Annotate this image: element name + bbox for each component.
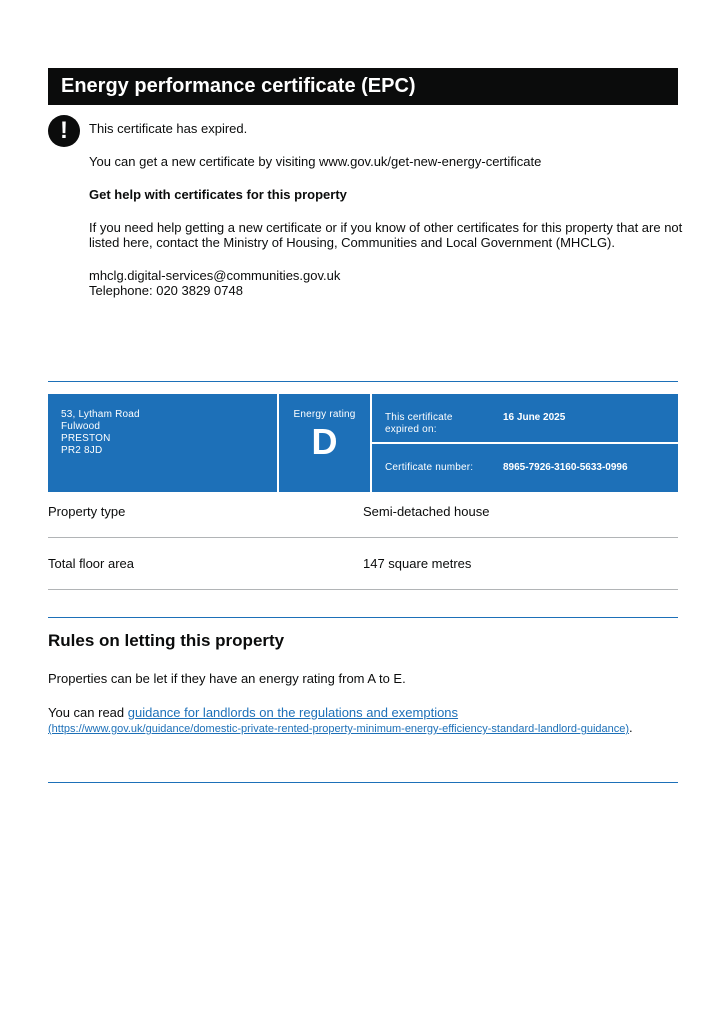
expiry-date	[372, 394, 678, 442]
expired-notice	[89, 121, 689, 316]
detail-value: 147 square metres	[363, 556, 472, 571]
address-line-1: 53, Lytham Road	[61, 409, 140, 420]
guidance-url-link[interactable]: (https://www.gov.uk/guidance/domestic-private-rented-property-minimum-energy-efficiency-standard-landlord-guidance)	[48, 723, 630, 735]
page-title: Energy performance certificate (EPC)	[48, 68, 678, 105]
certificate-number-value: 8965-7926-3160-5633-0996	[503, 462, 628, 473]
guidance-suffix: .	[629, 720, 633, 735]
contact-email: mhclg.digital-services@communities.gov.uk	[89, 268, 341, 283]
letting-text: Properties can be let if they have an energy rating from A to E.	[48, 671, 406, 686]
expiry-value: 16 June 2025	[503, 412, 566, 423]
divider	[48, 617, 678, 618]
address-line-4: PR2 8JD	[61, 445, 103, 456]
divider	[48, 782, 678, 783]
divider	[48, 381, 678, 382]
contact-telephone: Telephone: 020 3829 0748	[89, 283, 243, 298]
new-certificate-text: You can get a new certificate by visiting www.gov.uk/get-new-energy-certificate	[89, 154, 542, 169]
energy-rating	[279, 394, 370, 492]
certificate-number	[372, 444, 678, 492]
address-line-2: Fulwood	[61, 421, 101, 432]
detail-value: Semi-detached house	[363, 504, 490, 519]
detail-label: Total floor area	[48, 556, 134, 571]
detail-label: Property type	[48, 504, 126, 519]
certificate-number-label: Certificate number:	[385, 462, 474, 473]
divider	[48, 589, 678, 590]
expired-text: This certificate has expired.	[89, 121, 248, 136]
help-heading: Get help with certificates for this property	[89, 187, 347, 202]
help-text: If you need help getting a new certificate or if you know of other certificates for this property that are not listed here, contact the Ministry of Housing, Communities and Local Government (MHCLG).	[89, 220, 683, 250]
certificate-summary	[48, 394, 678, 492]
warning-icon: !	[48, 115, 80, 147]
energy-rating-value: D	[311, 421, 338, 462]
energy-rating-label: Energy rating	[293, 409, 356, 420]
letting-heading: Rules on letting this property	[48, 631, 285, 650]
guidance-paragraph	[48, 705, 668, 737]
guidance-prefix: You can read	[48, 705, 128, 720]
address-line-3: PRESTON	[61, 433, 111, 444]
expiry-label: This certificate expired on:	[385, 412, 453, 435]
guidance-link[interactable]: guidance for landlords on the regulations and exemptions	[127, 705, 459, 720]
property-address	[48, 394, 277, 492]
divider	[48, 537, 678, 538]
